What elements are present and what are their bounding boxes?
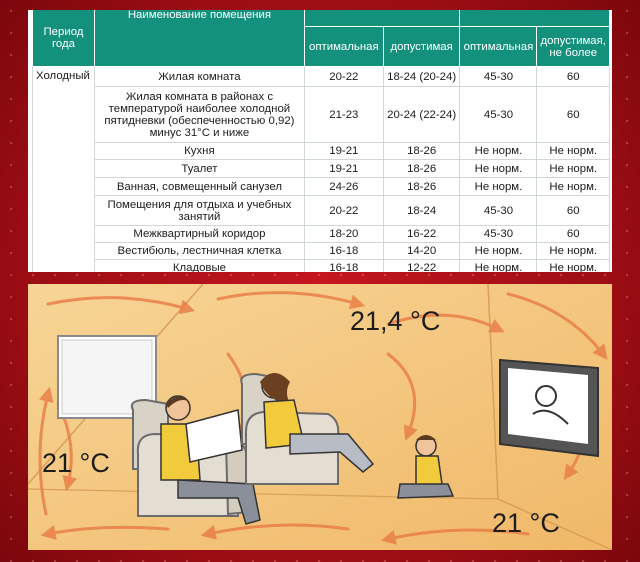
- value-cell: 60: [537, 226, 610, 243]
- room-name-cell: Кладовые: [94, 260, 304, 273]
- room-name-cell: Туалет: [94, 160, 304, 178]
- norms-table: [32, 10, 610, 272]
- table-header-row: [33, 10, 610, 27]
- header-allowed-humidity: допустимая, не более: [537, 27, 610, 67]
- value-cell: 21-23: [304, 87, 383, 143]
- header-allowed-temp: допустимая: [383, 27, 460, 67]
- header-period: Период года: [33, 10, 95, 67]
- value-cell: 20-22: [304, 67, 383, 87]
- value-cell: 16-18: [304, 260, 383, 273]
- room-name-cell: Вестибюль, лестничная клетка: [94, 243, 304, 260]
- header-group-temp: [304, 10, 460, 27]
- value-cell: 45-30: [460, 196, 537, 226]
- value-cell: 18-24 (20-24): [383, 67, 460, 87]
- value-cell: 16-18: [304, 243, 383, 260]
- value-cell: 24-26: [304, 178, 383, 196]
- value-cell: 45-30: [460, 87, 537, 143]
- room-name-cell: Жилая комната в районах с температурой наиболее холодной пятидневки (обеспеченностью 0,92) минус 31°С и ниже: [94, 87, 304, 143]
- table-row: [33, 243, 610, 260]
- value-cell: Не норм.: [537, 143, 610, 160]
- value-cell: 14-20: [383, 243, 460, 260]
- table-row: [33, 160, 610, 178]
- value-cell: 19-21: [304, 160, 383, 178]
- value-cell: 60: [537, 196, 610, 226]
- value-cell: 45-30: [460, 226, 537, 243]
- header-optimal-temp: оптимальная: [304, 27, 383, 67]
- table-row: [33, 226, 610, 243]
- value-cell: Не норм.: [460, 143, 537, 160]
- value-cell: Не норм.: [537, 160, 610, 178]
- norms-table-panel: [28, 10, 612, 272]
- header-group-humidity: [460, 10, 610, 27]
- room-name-cell: Помещения для отдыха и учебных занятий: [94, 196, 304, 226]
- value-cell: Не норм.: [460, 243, 537, 260]
- table-row: [33, 143, 610, 160]
- table-row: [33, 178, 610, 196]
- room-name-cell: Кухня: [94, 143, 304, 160]
- value-cell: 12-22: [383, 260, 460, 273]
- value-cell: 16-22: [383, 226, 460, 243]
- season-cell: Холодный: [33, 67, 95, 273]
- temp-ceiling-label: 21,4 °С: [350, 306, 441, 336]
- table-row: [33, 196, 610, 226]
- room-illustration: [28, 284, 612, 550]
- value-cell: Не норм.: [537, 243, 610, 260]
- room-name-cell: Межквартирный коридор: [94, 226, 304, 243]
- value-cell: 60: [537, 87, 610, 143]
- table-row: [33, 260, 610, 273]
- tv-set: [500, 360, 598, 456]
- value-cell: Не норм.: [460, 178, 537, 196]
- value-cell: 20-22: [304, 196, 383, 226]
- table-row: [33, 67, 610, 87]
- value-cell: 18-20: [304, 226, 383, 243]
- value-cell: Не норм.: [537, 178, 610, 196]
- room-name-cell: Ванная, совмещенный санузел: [94, 178, 304, 196]
- value-cell: Не норм.: [460, 160, 537, 178]
- temp-floor-label: 21 °С: [492, 508, 560, 538]
- value-cell: 18-26: [383, 160, 460, 178]
- temp-wall-label: 21 °С: [42, 448, 110, 478]
- value-cell: Не норм.: [460, 260, 537, 273]
- value-cell: 60: [537, 67, 610, 87]
- room-name-cell: Жилая комната: [94, 67, 304, 87]
- header-room-name: Наименование помещения: [94, 10, 304, 67]
- header-optimal-humidity: оптимальная: [460, 27, 537, 67]
- value-cell: Не норм.: [537, 260, 610, 273]
- value-cell: 18-26: [383, 178, 460, 196]
- value-cell: 45-30: [460, 67, 537, 87]
- table-row: [33, 87, 610, 143]
- value-cell: 19-21: [304, 143, 383, 160]
- value-cell: 18-24: [383, 196, 460, 226]
- value-cell: 18-26: [383, 143, 460, 160]
- value-cell: 20-24 (22-24): [383, 87, 460, 143]
